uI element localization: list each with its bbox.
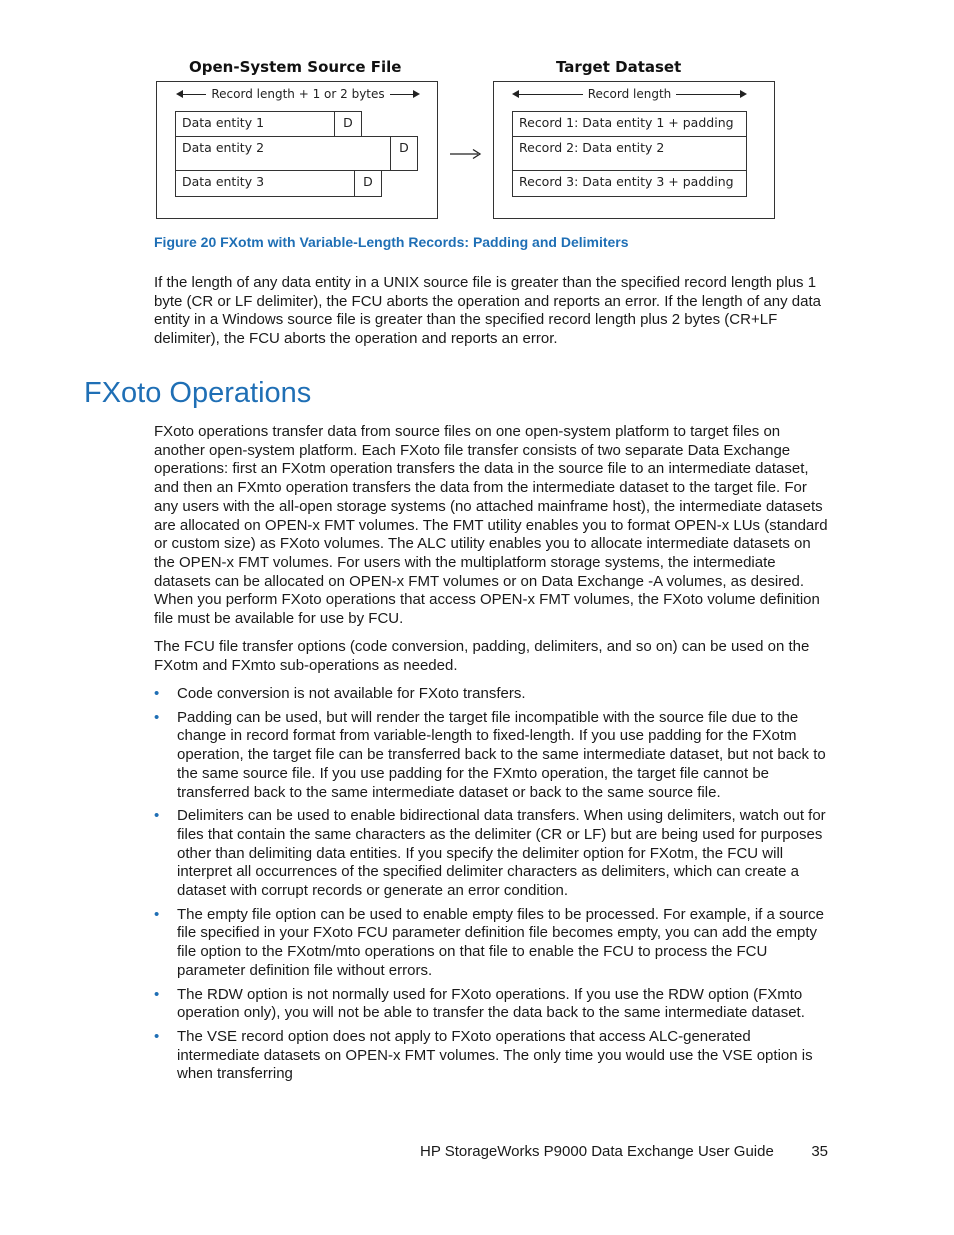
- target-dataset-title: Target Dataset: [556, 58, 682, 76]
- bullet-icon: •: [154, 685, 160, 702]
- list-item-text: Code conversion is not available for FXoto transfers.: [177, 685, 526, 702]
- bullet-icon: •: [154, 985, 160, 1003]
- source-file-title: Open-System Source File: [189, 58, 402, 76]
- bullet-icon: •: [154, 708, 160, 726]
- source-delimiter-cell: D: [334, 111, 362, 137]
- list-item-text: The empty file option can be used to enable empty files to be processed. For example, if a source file specified in your FXoto FCU parameter definition file becomes empty, you can add the empty file option to the FXotm/mto operations on that file to enable the FCU to process the FCU parameter definition file without errors.: [177, 905, 825, 979]
- list-item-text: Delimiters can be used to enable bidirectional data transfers. When using delimiters, watch out for files that contain the same characters as the delimiter (CR or LF) but are being used for purposes other than delimiting data entities. If you specify the delimiter option for FXotm, the FCU will interpret all occurrences of the specified delimiter characters as delimiters, which can create a dataset with corrupt records or generate an error condition.: [177, 807, 826, 900]
- list-item-text: The RDW option is not normally used for FXoto operations. If you use the RDW option (FXmto operation only), you will not be able to transfer the data back to the same intermediate dataset.: [177, 985, 805, 1022]
- page-number: 35: [811, 1143, 828, 1160]
- list-item: [154, 709, 829, 803]
- transfer-arrow-icon: [450, 148, 482, 160]
- source-entity-cell: Data entity 3: [175, 170, 355, 197]
- figure-caption: Figure 20 FXotm with Variable-Length Records: Padding and Delimiters: [154, 234, 629, 250]
- arrowhead-right-icon: [740, 90, 747, 98]
- arrowhead-right-icon: [413, 90, 420, 98]
- source-delimiter-cell: D: [354, 170, 382, 197]
- options-bullet-list: [154, 685, 829, 1089]
- source-arrow-label: Record length + 1 or 2 bytes: [211, 87, 385, 101]
- list-item: [154, 685, 829, 704]
- arrowhead-left-icon: [512, 90, 519, 98]
- source-entity-cell: Data entity 2: [175, 136, 391, 171]
- bullet-icon: •: [154, 1027, 160, 1045]
- list-item: [154, 986, 829, 1023]
- list-item: [154, 1028, 829, 1084]
- bullet-icon: •: [154, 905, 160, 923]
- source-record-length-arrow: [176, 87, 420, 101]
- target-record-length-arrow: [512, 87, 747, 101]
- bullet-icon: •: [154, 807, 160, 825]
- list-item: [154, 906, 829, 981]
- target-arrow-label: Record length: [587, 87, 672, 101]
- target-record-cell: Record 3: Data entity 3 + padding: [512, 170, 747, 197]
- source-delimiter-cell: D: [390, 136, 418, 171]
- list-item: [154, 807, 829, 901]
- target-record-cell: Record 2: Data entity 2: [512, 136, 747, 171]
- section-paragraph-2: The FCU file transfer options (code conversion, padding, delimiters, and so on) can be used on the FXotm and FXmto sub-operations as needed.: [154, 638, 810, 674]
- page-footer: [420, 1143, 828, 1160]
- section-paragraph-1: FXoto operations transfer data from source files on one open-system platform to target files on another open-system platform. Each FXoto file transfer consists of two separate Data Exchange operations: first an FXotm operation transfers the data in the source file to an intermediate dataset, and then an FXmto operation transfers the data from the intermediate dataset to the target file. For any users with the all-open storage systems (no attached mainframe host), the intermediate datasets are allocated on OPEN-x FMT volumes. The FMT utility enables you to format OPEN-x LUs (standard or custom size) as FXoto volumes. The ALC utility enables you to allocate intermediate datasets on the OPEN-x FMT volumes. For users with the multiplatform storage systems, the intermediate datasets can be allocated on OPEN-x FMT volumes or on Data Exchange -A volumes, as desired. When you perform FXoto operations that access OPEN-x FMT volumes, the FXoto volume definition file must be available for use by FCU.: [154, 423, 828, 628]
- footer-guide-title: HP StorageWorks P9000 Data Exchange User Guide: [420, 1143, 774, 1160]
- target-record-cell: Record 1: Data entity 1 + padding: [512, 111, 747, 137]
- arrowhead-left-icon: [176, 90, 183, 98]
- list-item-text: Padding can be used, but will render the target file incompatible with the source file due to the change in record format from variable-length to fixed-length. If you use padding for the FXotm operation, the target file can be transferred back to the same intermediate dataset, but not back to the same source file. If you use padding for the FXmto operation, the target file cannot be transferred back to the same intermediate dataset or back to the same source file.: [177, 708, 826, 801]
- section-heading: FXoto Operations: [84, 377, 312, 409]
- list-item-text: The VSE record option does not apply to FXoto operations that access ALC-generated intermediate datasets on OPEN-x FMT volumes. The only time you would use the VSE option is when transferring: [177, 1027, 813, 1083]
- intro-paragraph: If the length of any data entity in a UNIX source file is greater than the specified record length plus 1 byte (CR or LF delimiter), the FCU aborts the operation and reports an error. If the length of any data entity in a Windows source file is greater than the specified record length plus 2 bytes (CR+LF delimiter), the FCU aborts the operation and reports an error.: [154, 274, 822, 348]
- source-entity-cell: Data entity 1: [175, 111, 335, 137]
